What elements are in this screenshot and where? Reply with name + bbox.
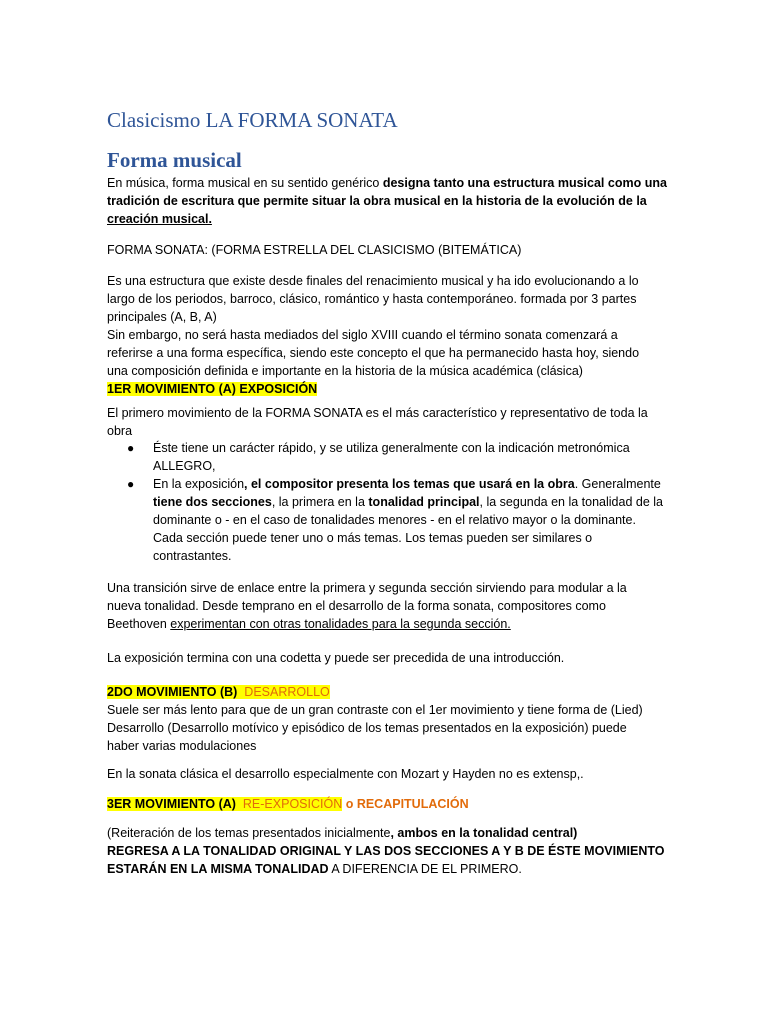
movement-3-description: (Reiteración de los temas presentados inicialmente, ambos en la tonalidad central) REGRESA A LA TONALIDAD ORIGINAL Y LAS DOS SECCIONES A Y B DE ÉSTE MOVIMIENTO ESTARÁN EN LA MISMA TONALIDAD A DIFERENCIA DE EL PRIMERO.: [107, 826, 665, 876]
movement-3-label: 3ER MOVIMIENTO (A): [107, 797, 236, 811]
mozart-line: En la sonata clásica el desarrollo especialmente con Mozart y Hayden no es extensp,.: [107, 767, 584, 781]
intro-paragraph: En música, forma musical en su sentido genérico designa tanto una estructura musical como una tradición de escritura que permite situar la obra musical en la historia de la evolución de la creación musical.: [107, 176, 667, 226]
movement-2-section: 2DO MOVIMIENTO (B) DESARROLLO Suele ser más lento para que de un gran contraste con el 1er movimiento y tiene forma de (Lied) Desarrollo (Desarrollo motívico y episódico de los temas presentados en la exposición) puede haber varias modulaciones: [107, 685, 643, 753]
list-item: ● Éste tiene un carácter rápido, y se utiliza generalmente con la indicación metronómica ALLEGRO,: [127, 441, 630, 473]
exposition-end-line: La exposición termina con una codetta y puede ser precedida de una introducción.: [107, 651, 565, 665]
document-title: Clasicismo LA FORMA SONATA: [107, 108, 398, 132]
transition-paragraph: Una transición sirve de enlace entre la primera y segunda sección sirviendo para modular a la nueva tonalidad. Desde temprano en el desarrollo de la forma sonata, compositores como Beethoven experimentan con otras tonalidades para la segunda sección.: [107, 581, 627, 631]
bullet-icon: ●: [127, 441, 135, 455]
list-item: ● En la exposición, el compositor presenta los temas que usará en la obra. Generalmente tiene dos secciones, la primera en la tonalidad principal, la segunda en la tonalidad de la dominante o - en el caso de tonalidades menores - en el relativo mayor o la dominante. Cada sección puede tener uno o más temas. Los temas pueden ser similares o contrastantes.: [127, 477, 663, 563]
bullet-icon: ●: [127, 477, 135, 491]
movement-1-label: 1ER MOVIMIENTO (A) EXPOSICIÓN: [107, 382, 318, 396]
movement-3-label-line: 3ER MOVIMIENTO (A) RE-EXPOSICIÓN o RECAPITULACIÓN: [107, 797, 469, 811]
movement-3-sublabel: RE-EXPOSICIÓN: [242, 797, 343, 811]
movement-1-bullet-list: [107, 439, 667, 565]
movement-2-sublabel: DESARROLLO: [244, 685, 330, 699]
movement-2-label: 2DO MOVIMIENTO (B): [107, 685, 238, 699]
movement-1-intro: El primero movimiento de la FORMA SONATA es el más característico y representativo de toda la obra: [107, 406, 648, 438]
forma-sonata-line: FORMA SONATA: (FORMA ESTRELLA DEL CLASICISMO (BITEMÁTICA): [107, 243, 522, 257]
sonata-description-paragraph: Es una estructura que existe desde finales del renacimiento musical y ha ido evolucionando a lo largo de los periodos, barroco, clásico, romántico y hasta contemporáneo. formada por 3 partes principales (A, B, A) Sin embargo, no será hasta mediados del siglo XVIII cuando el término sonata comenzará a referirse a una forma específica, siendo este concepto el que ha permanecido hasta hoy, siendo una composición definida e importante en la historia de la música académica (clásica) 1ER MOVIMIENTO (A) EXPOSICIÓN: [107, 274, 640, 396]
section-heading: Forma musical: [107, 148, 242, 172]
